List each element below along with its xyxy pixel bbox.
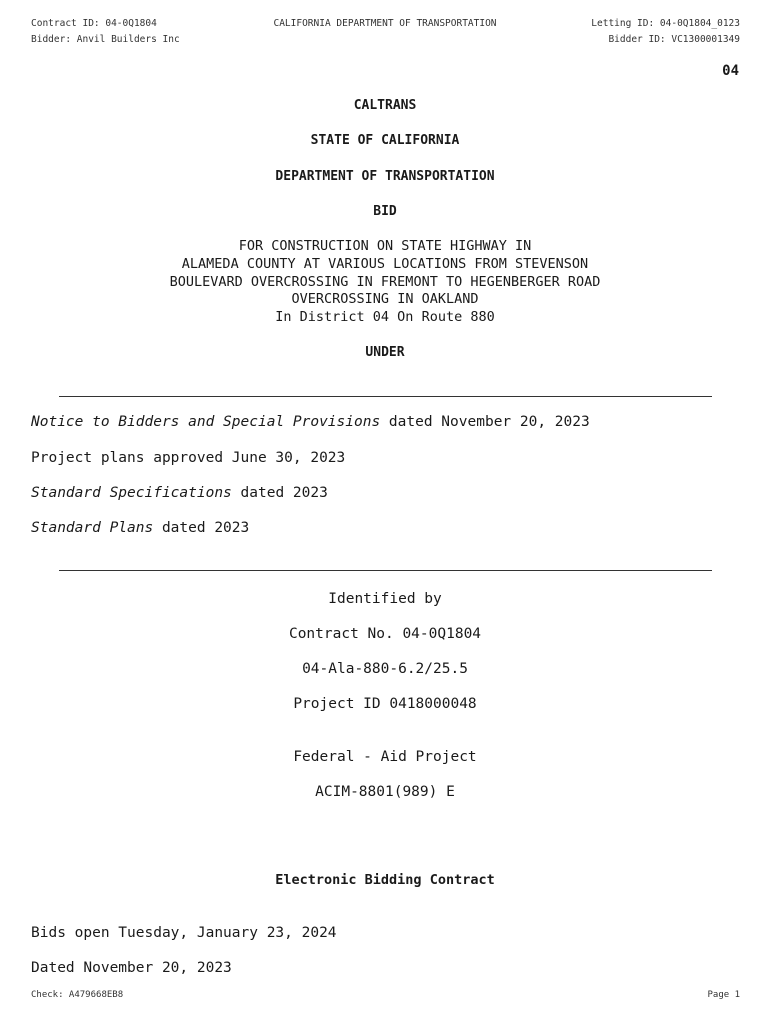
divider-bottom	[59, 570, 712, 571]
project-desc-3: BOULEVARD OVERCROSSING IN FREMONT TO HEGENBERGER ROAD	[169, 274, 601, 290]
title-department: DEPARTMENT OF TRANSPORTATION	[275, 169, 495, 184]
reference-notice: Notice to Bidders and Special Provisions dated November 20, 2023	[31, 414, 590, 430]
project-id: Project ID 0418000048	[293, 696, 477, 712]
bidding-type: Electronic Bidding Contract	[275, 872, 495, 888]
agency-header: CALIFORNIA DEPARTMENT OF TRANSPORTATION	[273, 18, 497, 29]
project-desc-1: FOR CONSTRUCTION ON STATE HIGHWAY IN	[238, 238, 532, 254]
reference-specs: Standard Specifications dated 2023	[31, 485, 328, 501]
title-state: STATE OF CALIFORNIA	[310, 133, 460, 148]
location-code: 04-Ala-880-6.2/25.5	[302, 661, 468, 677]
title-caltrans: CALTRANS	[353, 98, 417, 113]
federal-aid-project: Federal - Aid Project	[293, 749, 477, 765]
project-desc-4: OVERCROSSING IN OAKLAND	[291, 291, 479, 307]
contract-number: Contract No. 04-0Q1804	[288, 626, 482, 642]
identified-by: Identified by	[328, 591, 442, 607]
dated-line: Dated November 20, 2023	[31, 960, 232, 976]
title-bid: BID	[373, 204, 397, 219]
project-desc-2: ALAMEDA COUNTY AT VARIOUS LOCATIONS FROM STEVENSON	[181, 256, 589, 272]
letting-id: Letting ID: 04-0Q1804_0123	[591, 18, 740, 29]
divider-top	[59, 396, 712, 397]
reference-plans: Project plans approved June 30, 2023	[31, 450, 346, 466]
acim-number: ACIM-8801(989) E	[315, 784, 455, 800]
district-code: 04	[722, 63, 739, 79]
bidder-id: Bidder ID: VC1300001349	[608, 34, 740, 45]
page-number: Page 1	[707, 990, 740, 1000]
under-heading: UNDER	[365, 345, 405, 360]
bids-open: Bids open Tuesday, January 23, 2024	[31, 925, 337, 941]
contract-id: Contract ID: 04-0Q1804	[31, 18, 157, 29]
district-route: In District 04 On Route 880	[275, 309, 495, 325]
bidder-name: Bidder: Anvil Builders Inc	[31, 34, 180, 45]
reference-std-plans: Standard Plans dated 2023	[31, 520, 250, 536]
check-code: Check: A479668EB8	[31, 990, 124, 1000]
